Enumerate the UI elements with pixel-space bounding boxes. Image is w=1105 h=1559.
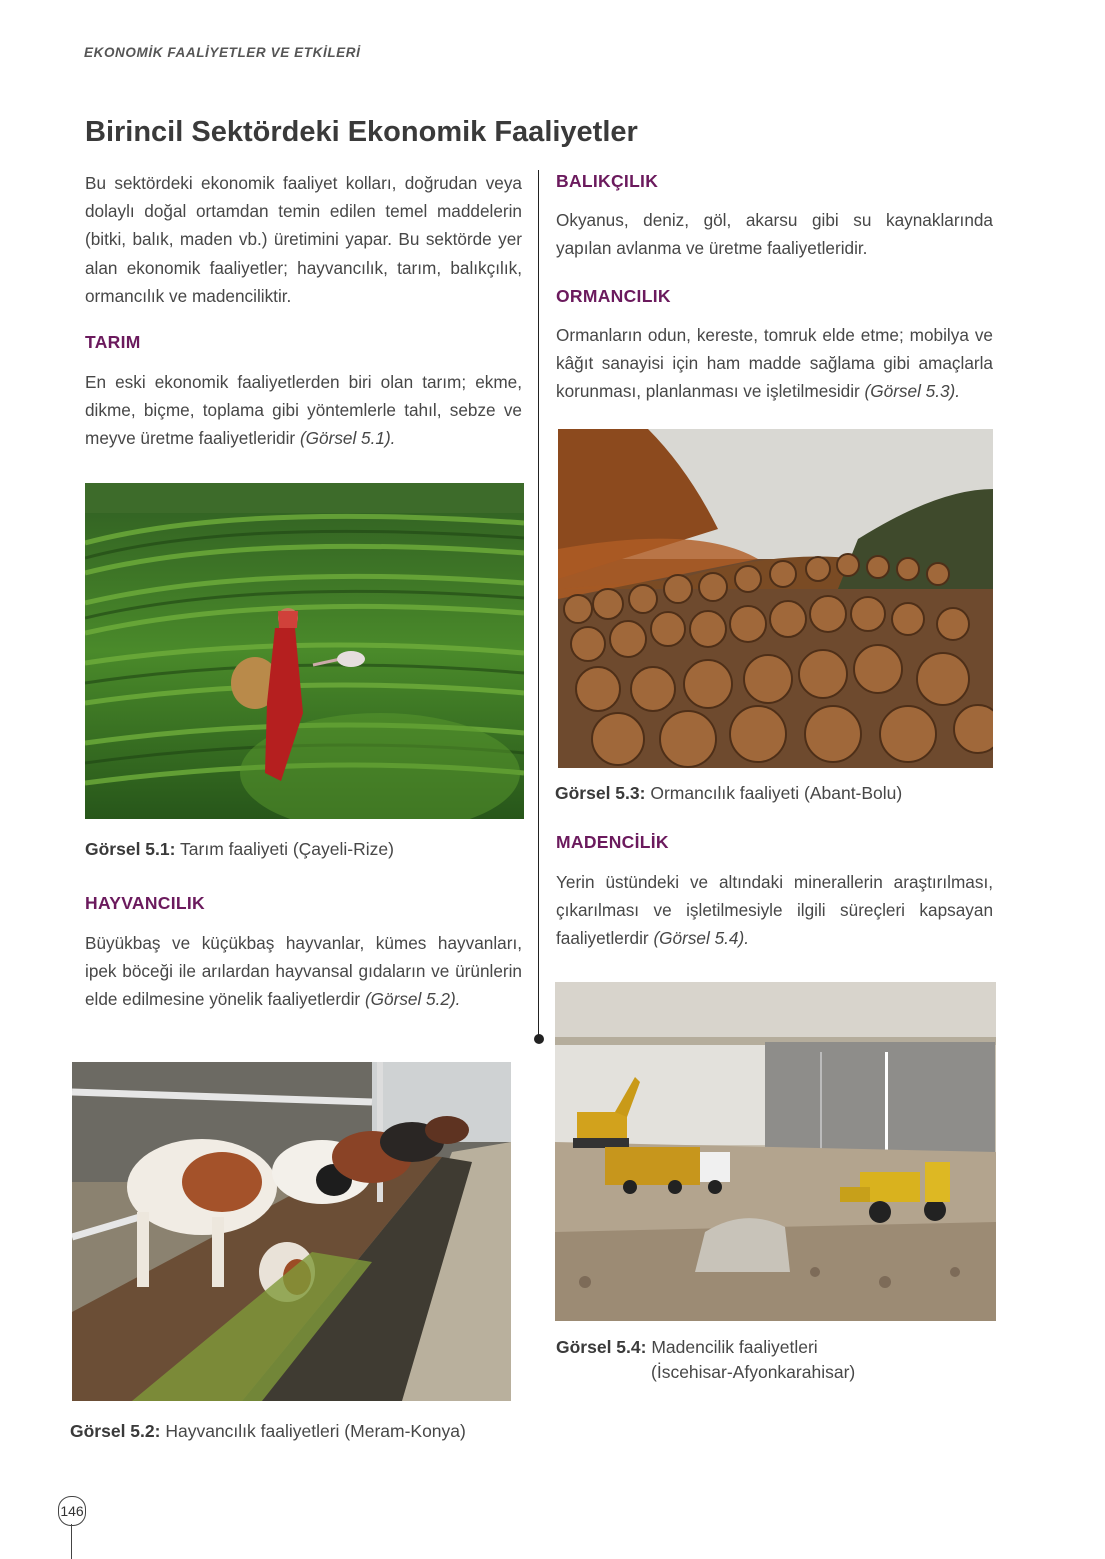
- figure-5-1-text: Tarım faaliyeti (Çayeli-Rize): [180, 839, 394, 859]
- figure-5-1-caption: [85, 839, 394, 860]
- balikcilik-paragraph: Okyanus, deniz, göl, akarsu gibi su kaynaklarında yapılan avlanma ve üretme faaliyetleridir.: [556, 210, 993, 259]
- figure-5-2-label: Görsel 5.2:: [70, 1421, 161, 1441]
- page-number-line: [71, 1524, 72, 1559]
- ormancilik-heading: ORMANCILIK: [556, 286, 671, 306]
- balikcilik-heading: BALIKÇILIK: [556, 171, 659, 191]
- figure-5-3-text: Ormancılık faaliyeti (Abant-Bolu): [650, 783, 903, 803]
- figure-5-1-label: Görsel 5.1:: [85, 839, 176, 859]
- divider-dot: [534, 1034, 544, 1044]
- running-head: EKONOMİK FAALİYETLER VE ETKİLERİ: [84, 45, 361, 60]
- hayvancilik-figure-ref: (Görsel 5.2).: [364, 989, 461, 1010]
- figure-5-4-label: Görsel 5.4:: [556, 1337, 647, 1357]
- tarim-heading: TARIM: [85, 332, 141, 352]
- figure-5-4-text: Madencilik faaliyetleri: [651, 1337, 818, 1357]
- tarim-paragraph: [85, 368, 522, 453]
- ormancilik-paragraph: [556, 321, 993, 406]
- figure-5-4-caption-line2: (İscehisar-Afyonkarahisar): [651, 1362, 856, 1382]
- figure-5-2-caption: [70, 1421, 466, 1442]
- figure-5-3-caption: [555, 783, 902, 804]
- page-number: 146: [58, 1496, 86, 1526]
- hayvancilik-text: Büyükbaş ve küçükbaş hayvanlar, kümes hayvanları, ipek böceği ile arılardan hayvansal gıdaların ve ürünlerin elde edilmesine yönelik faaliyetlerdir: [85, 933, 522, 1010]
- ormancilik-figure-ref: (Görsel 5.3).: [864, 381, 961, 402]
- madencilik-text: Yerin üstündeki ve altındaki minerallerin araştırılması, çıkarılması ve işletilmesiyle ilgili süreçleri kapsayan faaliyetlerdir: [556, 872, 993, 949]
- ormancilik-text: Ormanların odun, kereste, tomruk elde etme; mobilya ve kâğıt sanayisi için ham madde sağlama gibi amaçlarla korunması, planlanması ve işletilmesidir: [556, 325, 993, 402]
- marble-quarry-photo: [555, 982, 996, 1321]
- intro-paragraph: Bu sektördeki ekonomik faaliyet kolları, doğrudan veya dolaylı doğal ortamdan temin edilen temel maddelerin (bitki, balık, maden vb.) üretimini yapar. Bu sektörde yer alan ekonomik faaliyetler; hayvancılık, tarım, balıkçılık, ormancılık ve madenciliktir.: [85, 173, 522, 306]
- hayvancilik-heading: HAYVANCILIK: [85, 893, 205, 913]
- timber-logs-photo: [558, 429, 993, 768]
- tea-field-photo: [85, 483, 524, 819]
- madencilik-figure-ref: (Görsel 5.4).: [653, 928, 749, 949]
- figure-5-2-text: Hayvancılık faaliyetleri (Meram-Konya): [165, 1421, 466, 1441]
- tarim-text: En eski ekonomik faaliyetlerden biri olan tarım; ekme, dikme, biçme, toplama gibi yöntemlerle tahıl, sebze ve meyve üretme faaliyetleridir: [85, 372, 522, 449]
- page-title: Birincil Sektördeki Ekonomik Faaliyetler: [85, 116, 638, 148]
- figure-5-4-caption: [556, 1337, 818, 1358]
- madencilik-paragraph: [556, 868, 993, 953]
- tarim-figure-ref: (Görsel 5.1).: [299, 428, 396, 449]
- cattle-barn-photo: [72, 1062, 511, 1401]
- figure-5-3-label: Görsel 5.3:: [555, 783, 646, 803]
- madencilik-heading: MADENCİLİK: [556, 832, 669, 852]
- column-divider: [538, 170, 539, 1040]
- hayvancilik-paragraph: [85, 929, 522, 1014]
